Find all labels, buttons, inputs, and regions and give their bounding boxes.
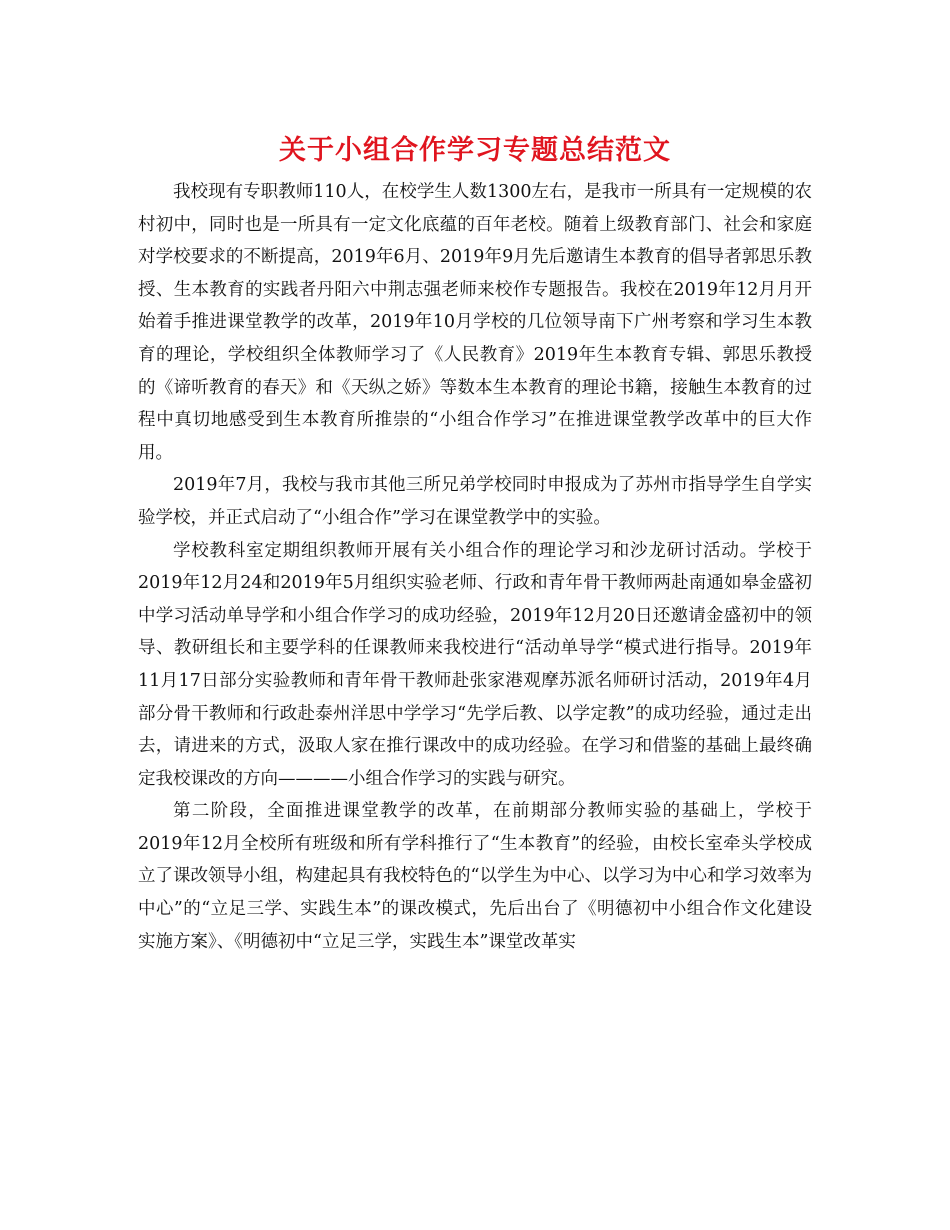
paragraph-4: 第二阶段，全面推进课堂教学的改革，在前期部分教师实验的基础上，学校于2019年12月全校所有班级和所有学科推行了“生本教育”的经验，由校长室牵头学校成立了课改领导小组，构建起具有我校特色的“以学生为中心、以学习为中心和学习效率为中心”的“立足三学、实践生本”的课改模式，先后出台了《明德初中小组合作文化建设实施方案》、《明德初中“立足三学，实践生本”课堂改革实 — [138, 801, 812, 952]
document-title: 关于小组合作学习专题总结范文 — [279, 135, 671, 166]
paragraph-2: 2019年7月，我校与我市其他三所兄弟学校同时申报成为了苏州市指导学生自学实验学校，并正式启动了“小组合作”学习在课堂教学中的实验。 — [138, 475, 812, 528]
paragraph-3: 学校教科室定期组织教师开展有关小组合作的理论学习和沙龙研讨活动。学校于2019年12月24和2019年5月组织实验老师、行政和青年骨干教师两赴南通如皋金盛初中学习活动单导学和小组合作学习的成功经验，2019年12月20日还邀请金盛初中的领导、教研组长和主要学科的任课教师来我校进行“活动单导学“模式进行指导。2019年11月17日部分实验教师和青年骨干教师赴张家港观摩苏派名师研讨活动，2019年4月部分骨干教师和行政赴泰州洋思中学学习“先学后教、以学定教”的成功经验，通过走出去，请进来的方式，汲取人家在推行课改中的成功经验。在学习和借鉴的基础上最终确定我校课改的方向————小组合作学习的实践与研究。 — [138, 540, 812, 789]
document-body — [138, 176, 812, 958]
paragraph-1: 我校现有专职教师110人，在校学生人数1300左右，是我市一所具有一定规模的农村初中，同时也是一所具有一定文化底蕴的百年老校。随着上级教育部门、社会和家庭对学校要求的不断提高，2019年6月、2019年9月先后邀请生本教育的倡导者郭思乐教授、生本教育的实践者丹阳六中荆志强老师来校作专题报告。我校在2019年12月月开始着手推进课堂教学的改革，2019年10月学校的几位领导南下广州考察和学习生本教育的理论，学校组织全体教师学习了《人民教育》2019年生本教育专辑、郭思乐教授的《谛听教育的春天》和《天纵之娇》等数本生本教育的理论书籍，接触生本教育的过程中真切地感受到生本教育所推崇的“小组合作学习”在推进课堂教学改革中的巨大作用。 — [138, 182, 812, 463]
